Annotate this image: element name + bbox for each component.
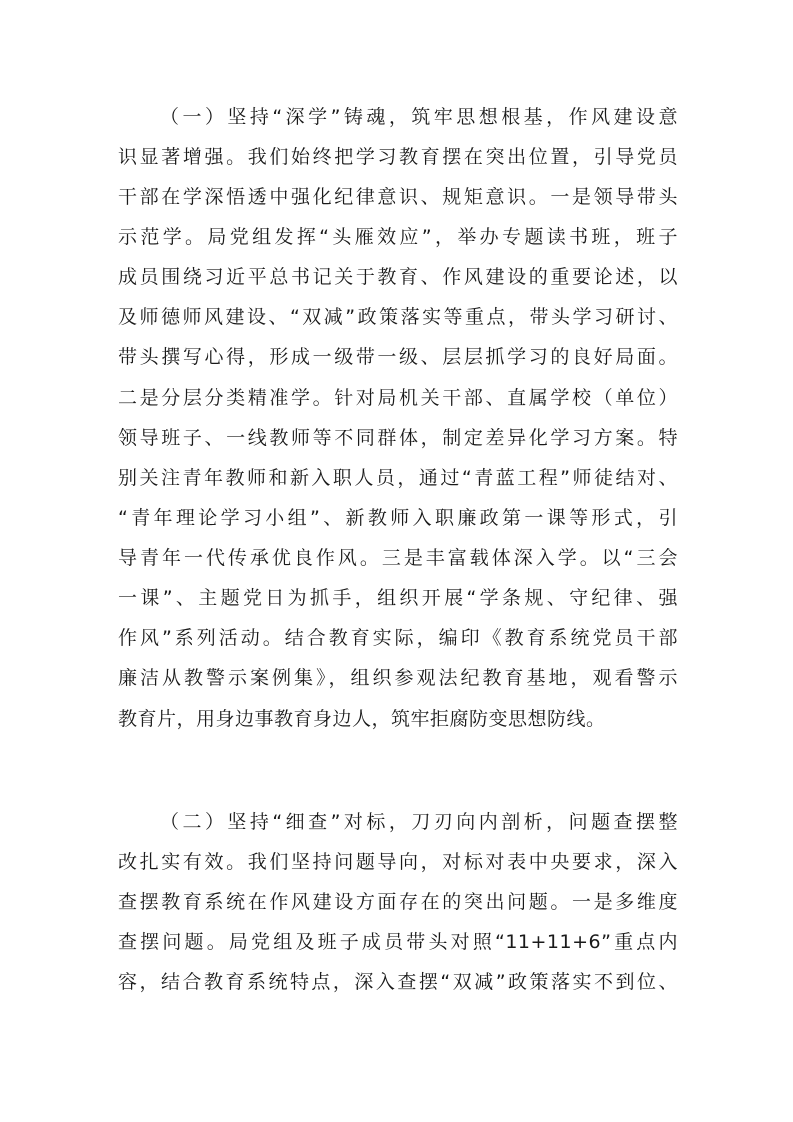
paragraph-line: 改扎实有效。我们坚持问题导向，对标对表中央要求，深入 <box>118 851 678 873</box>
paragraph-line: 导青年一代传承优良作风。三是丰富载体深入学。以“三会 <box>118 547 678 569</box>
paragraph-line: （二）坚持“细查”对标，刀刃向内剖析，问题查摆整 <box>160 811 678 833</box>
paragraph-line: 识显著增强。我们始终把学习教育摆在突出位置，引导党员 <box>118 146 678 168</box>
paragraph-line: （一）坚持“深学”铸魂，筑牢思想根基，作风建设意 <box>160 106 678 128</box>
paragraph-line: 示范学。局党组发挥“头雁效应”，举办专题读书班，班子 <box>118 226 678 248</box>
paragraph-line: 廉洁从教警示案例集》，组织参观法纪教育基地，观看警示 <box>118 667 678 689</box>
paragraph-line: 干部在学深悟透中强化纪律意识、规矩意识。一是领导带头 <box>118 186 678 208</box>
paragraph-line: “青年理论学习小组”、新教师入职廉政第一课等形式，引 <box>118 507 678 529</box>
paragraph-line: 查摆教育系统在作风建设方面存在的突出问题。一是多维度 <box>118 891 678 913</box>
paragraph-line: 别关注青年教师和新入职人员，通过“青蓝工程”师徒结对、 <box>118 467 678 489</box>
paragraph-line: 成员围绕习近平总书记关于教育、作风建设的重要论述，以 <box>118 266 678 288</box>
paragraph-line: 一课”、主题党日为抓手，组织开展“学条规、守纪律、强 <box>118 587 678 609</box>
paragraph-line: 二是分层分类精准学。针对局机关干部、直属学校（单位） <box>118 387 678 409</box>
paragraph-line: 及师德师风建设、“双减”政策落实等重点，带头学习研讨、 <box>118 306 678 328</box>
paragraph-line: 教育片，用身边事教育身边人，筑牢拒腐防变思想防线。 <box>118 708 606 730</box>
paragraph-line: 带头撰写心得，形成一级带一级、层层抓学习的良好局面。 <box>118 346 678 368</box>
paragraph-line: 领导班子、一线教师等不同群体，制定差异化学习方案。特 <box>118 427 678 449</box>
paragraph-line: 容，结合教育系统特点，深入查摆“双减”政策落实不到位、 <box>118 971 678 993</box>
paragraph-line: 作风”系列活动。结合教育实际，编印《教育系统党员干部 <box>118 627 678 649</box>
paragraph-line: 查摆问题。局党组及班子成员带头对照“11+11+6”重点内 <box>118 931 678 953</box>
